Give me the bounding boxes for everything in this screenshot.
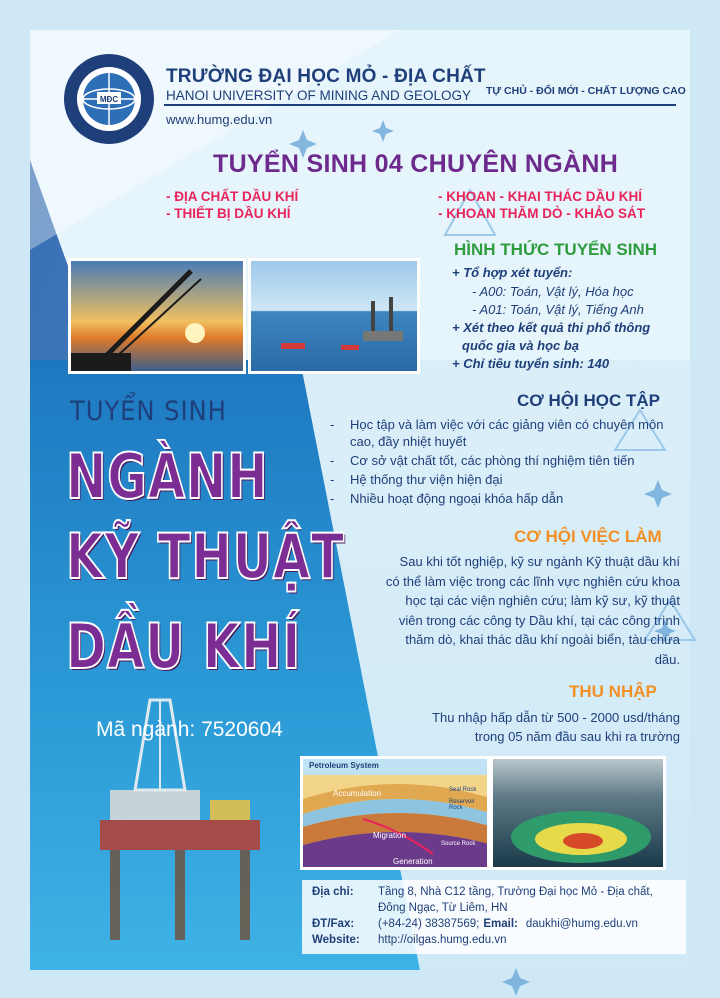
admission-a01: - A01: Toán, Vật lý, Tiếng Anh <box>472 302 644 317</box>
header-divider-right <box>438 104 676 106</box>
admission-result-line2: quốc gia và học bạ <box>462 338 580 353</box>
major-item: - KHOAN THĂM DÒ - KHẢO SÁT <box>438 206 645 221</box>
diagram-label-source: Source Rock <box>441 841 476 847</box>
diagram-label-reservoir: Reservoir Rock <box>449 799 475 811</box>
diagram-title: Petroleum System <box>309 761 379 770</box>
jobs-text: Sau khi tốt nghiệp, kỹ sư ngành Kỹ thuật dầu khí có thể làm việc trong các lĩnh vực nghiên cứu khoa học tại các viện nghiên cứu; làm kỹ sư, kỹ thuật viên trong các công ty Dầu khí, tại các công trình thăm dò, khai thác dầu khí ngoài biển, tàu chứa dầu. <box>385 554 680 667</box>
list-item: - Cơ sở vật chất tốt, các phòng thí nghiệm tiên tiến <box>330 453 635 468</box>
header-website[interactable]: www.humg.edu.vn <box>166 112 273 127</box>
diagram-label-accumulation: Accumulation <box>333 789 382 798</box>
university-name-vn: TRƯỜNG ĐẠI HỌC MỎ - ĐỊA CHẤT <box>166 66 486 87</box>
contact-address-label: Địa chỉ: <box>312 886 354 898</box>
photo-offshore-ships <box>248 258 420 374</box>
headline-line2: KỸ THUẬT <box>66 520 345 593</box>
contact-address-row2 <box>302 902 508 914</box>
study-title: CƠ HỘI HỌC TẬP <box>517 391 660 410</box>
income-line2: trong 05 năm đầu sau khi ra trường <box>474 729 680 744</box>
contact-address-line1: Tầng 8, Nhà C12 tầng, Trường Đại học Mỏ - Địa chất, <box>378 886 653 898</box>
income-title: THU NHẬP <box>569 682 657 701</box>
list-item: - Hệ thống thư viện hiện đại <box>330 472 503 487</box>
rig-ships <box>251 261 420 374</box>
income-line1: Thu nhập hấp dẫn từ 500 - 2000 usd/tháng <box>432 710 680 725</box>
jobs-title: CƠ HỘI VIỆC LÀM <box>514 527 662 546</box>
headline-line1: NGÀNH <box>66 440 269 513</box>
list-item: - Học tập và làm việc với các giảng viên có chuyên môn cao, đầy nhiệt huyết <box>330 417 664 449</box>
motto: TỰ CHỦ - ĐỔI MỚI - CHẤT LƯỢNG CAO <box>486 85 686 97</box>
admission-result-line1: + Xét theo kết quả thi phổ thông <box>452 320 651 335</box>
contact-phone: (+84-24) 38387569; <box>378 918 480 930</box>
contact-web-row <box>302 934 507 946</box>
diagram-label-migration: Migration <box>373 831 406 840</box>
admission-quota: + Chỉ tiêu tuyển sinh: 140 <box>452 356 610 371</box>
contact-phone-label: ĐT/Fax: <box>312 918 355 930</box>
contact-website[interactable]: http://oilgas.humg.edu.vn <box>378 934 507 946</box>
major-item: - THIẾT BỊ DẦU KHÍ <box>166 206 291 221</box>
contact-address-line2: Đông Ngạc, Từ Liêm, HN <box>378 902 508 914</box>
admission-title: HÌNH THỨC TUYỂN SINH <box>454 240 657 259</box>
contact-web-label: Website: <box>312 934 360 946</box>
photo-sunset-crane <box>68 258 246 374</box>
header-divider <box>164 104 438 106</box>
contact-box <box>302 880 686 954</box>
contact-email[interactable]: daukhi@humg.edu.vn <box>525 918 638 930</box>
study-list <box>330 416 680 509</box>
admission-combo: + Tổ hợp xét tuyển: <box>452 265 573 280</box>
university-logo <box>62 52 156 146</box>
admission-a00: - A00: Toán, Vật lý, Hóa học <box>472 284 634 299</box>
diagram-label-seal: Seal Rock <box>449 787 477 793</box>
svg-text:MĐC: MĐC <box>99 95 119 104</box>
contact-email-label: Email: <box>483 918 518 930</box>
seismic-surface <box>493 759 666 870</box>
headline-line3: DẦU KHÍ <box>66 610 302 683</box>
major-item: - KHOAN - KHAI THÁC DẦU KHÍ <box>438 189 642 204</box>
major-item: - ĐỊA CHẤT DẦU KHÍ <box>166 189 299 204</box>
contact-address-row <box>302 886 653 898</box>
contact-phone-row <box>302 918 638 930</box>
majors-title: TUYỂN SINH 04 CHUYÊN NGÀNH <box>213 150 619 178</box>
university-name-en: HANOI UNIVERSITY OF MINING AND GEOLOGY <box>166 88 472 103</box>
diagram-label-generation: Generation <box>393 857 433 866</box>
seismic-map-image <box>490 756 666 870</box>
list-item: - Nhiều hoạt động ngoại khóa hấp dẫn <box>330 491 564 506</box>
crane-silhouette <box>71 261 246 374</box>
petroleum-system-diagram <box>300 756 490 870</box>
diagram-layers <box>303 759 490 870</box>
program-code: Mã ngành: 7520604 <box>96 718 283 741</box>
income-text <box>372 708 680 746</box>
headline-small: TUYỂN SINH <box>70 396 227 427</box>
